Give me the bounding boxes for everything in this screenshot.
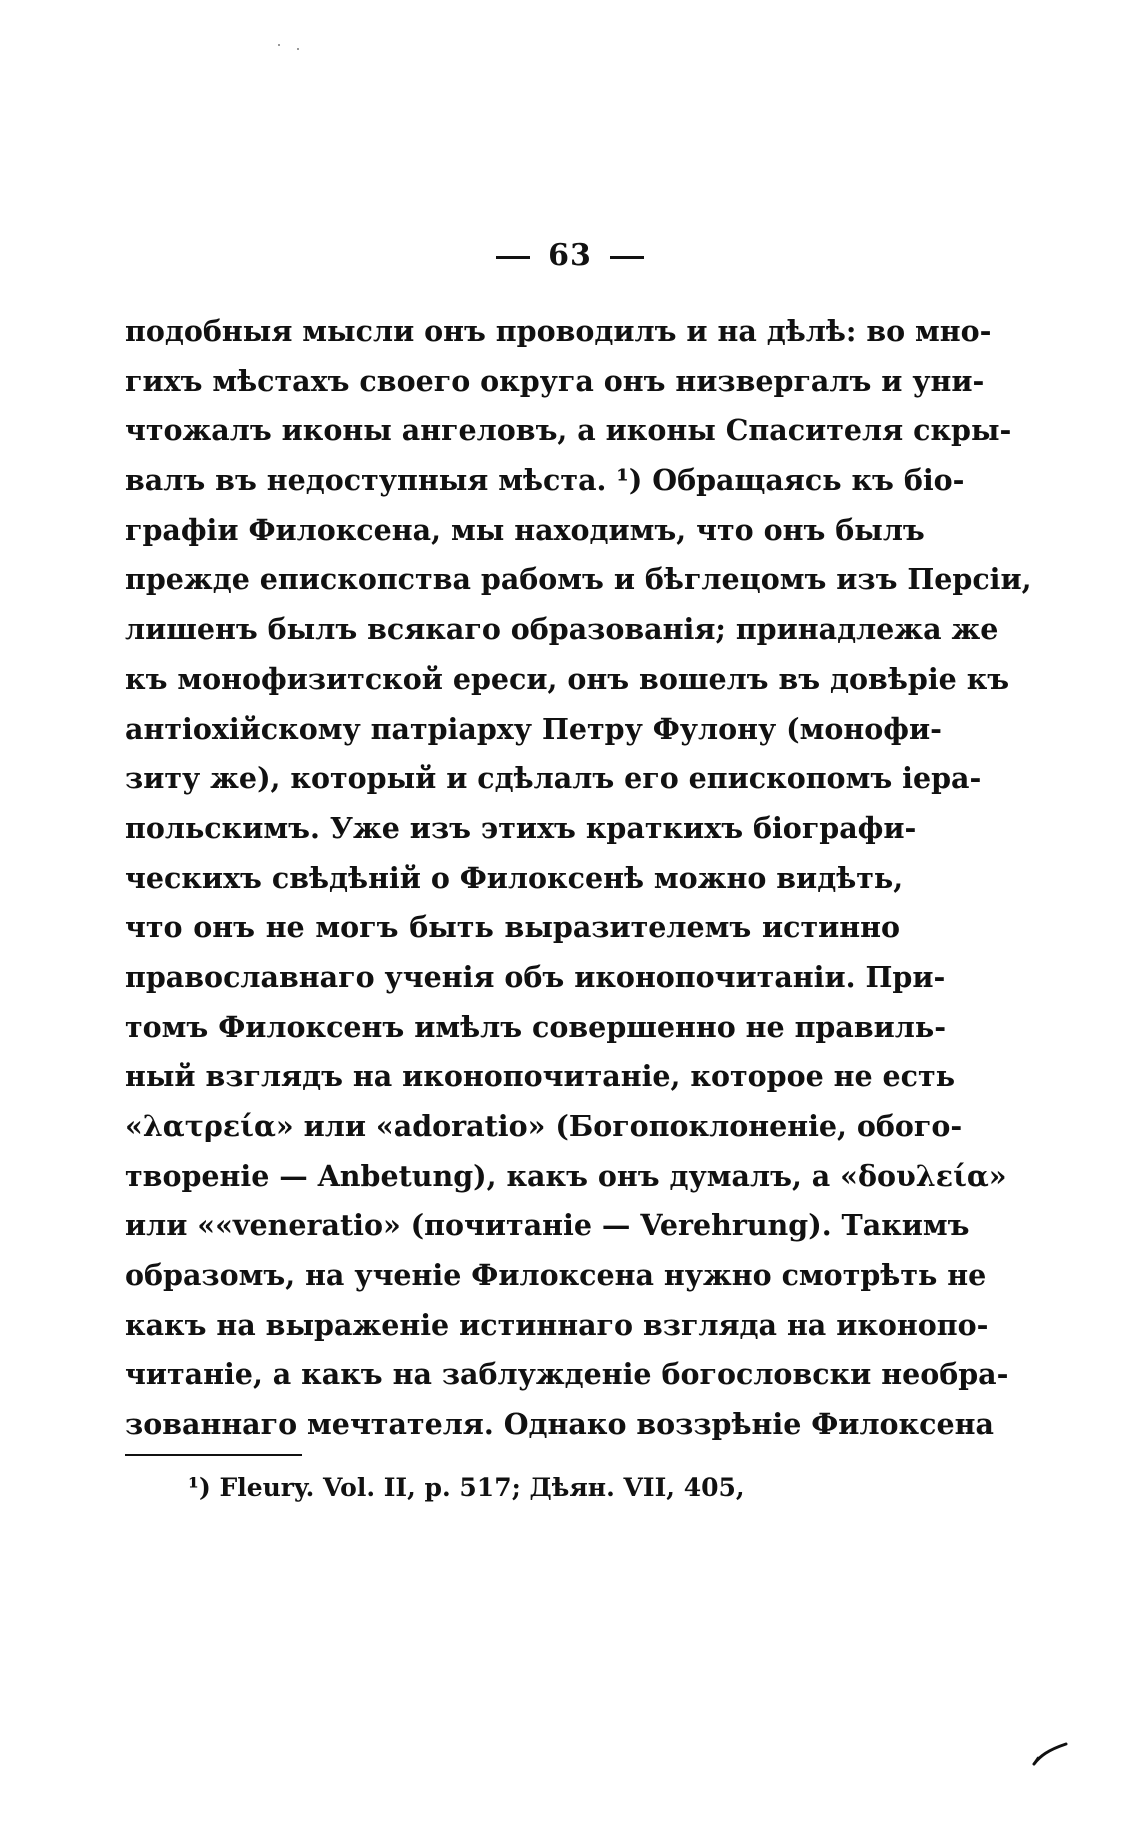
text-line: томъ Филоксенъ имѣлъ совершенно не правиль- bbox=[125, 1009, 947, 1044]
text-line: какъ на выраженіе истиннаго взгляда на иконопо- bbox=[125, 1307, 989, 1342]
paper-speck bbox=[297, 48, 299, 50]
footnote-divider bbox=[125, 1454, 302, 1456]
text-line: православнаго ученія объ иконопочитаніи. При- bbox=[125, 959, 946, 994]
text-line: ческихъ свѣдѣній о Филоксенѣ можно видѣть, bbox=[125, 860, 904, 895]
text-line: что онъ не могъ быть выразителемъ истинно bbox=[125, 910, 900, 945]
main-text-block bbox=[125, 307, 1032, 1450]
text-line: лишенъ былъ всякаго образованія; принадлежа же bbox=[125, 612, 999, 647]
text-line: зованнаго мечтателя. Однако воззрѣніе Филоксена bbox=[125, 1407, 994, 1442]
footnote: ¹) Fleury. Vol. II, p. 517; Дѣян. VII, 405, bbox=[188, 1473, 745, 1502]
text-line: гихъ мѣстахъ своего округа онъ низвергалъ и уни- bbox=[125, 363, 985, 398]
text-line: твореніе — Anbetung), какъ онъ думалъ, а «δουλεία» bbox=[125, 1158, 1007, 1193]
text-line: ный взглядъ на иконопочитаніе, которое не есть bbox=[125, 1059, 956, 1094]
text-line: прежде епископства рабомъ и бѣглецомъ изъ Персіи, bbox=[125, 562, 1032, 597]
text-line: къ монофизитской ереси, онъ вошелъ въ довѣріе къ bbox=[125, 661, 1010, 696]
text-line: зиту же), который и сдѣлалъ его епископомъ іера- bbox=[125, 761, 982, 796]
text-line: «λατρεία» или «adoratio» (Богопоклоненіе, обого- bbox=[125, 1109, 963, 1143]
page-number-dash-right bbox=[610, 256, 644, 259]
text-line: польскимъ. Уже изъ этихъ краткихъ біографи- bbox=[125, 810, 917, 845]
text-line: или ««veneratio» (почитаніе — Verehrung). Такимъ bbox=[125, 1208, 970, 1243]
page-number: 63 bbox=[548, 238, 592, 273]
page-number-header bbox=[0, 238, 1140, 273]
text-line: антіохійскому патріарху Петру Фулону (монофи- bbox=[125, 711, 942, 746]
pen-mark-icon bbox=[1030, 1738, 1070, 1768]
page-number-dash-left bbox=[496, 256, 530, 259]
text-line: подобныя мысли онъ проводилъ и на дѣлѣ: во мно- bbox=[125, 314, 992, 348]
text-line: образомъ, на ученіе Филоксена нужно смотрѣть не bbox=[125, 1258, 987, 1293]
text-line: валъ въ недоступныя мѣста. ¹) Обращаясь къ біо- bbox=[125, 463, 965, 498]
text-line: графіи Филоксена, мы находимъ, что онъ былъ bbox=[125, 512, 925, 547]
text-line: чтожалъ иконы ангеловъ, а иконы Спасителя скры- bbox=[125, 413, 1012, 448]
paper-speck bbox=[278, 44, 280, 46]
text-line: читаніе, а какъ на заблужденіе богословски необра- bbox=[125, 1357, 1009, 1392]
